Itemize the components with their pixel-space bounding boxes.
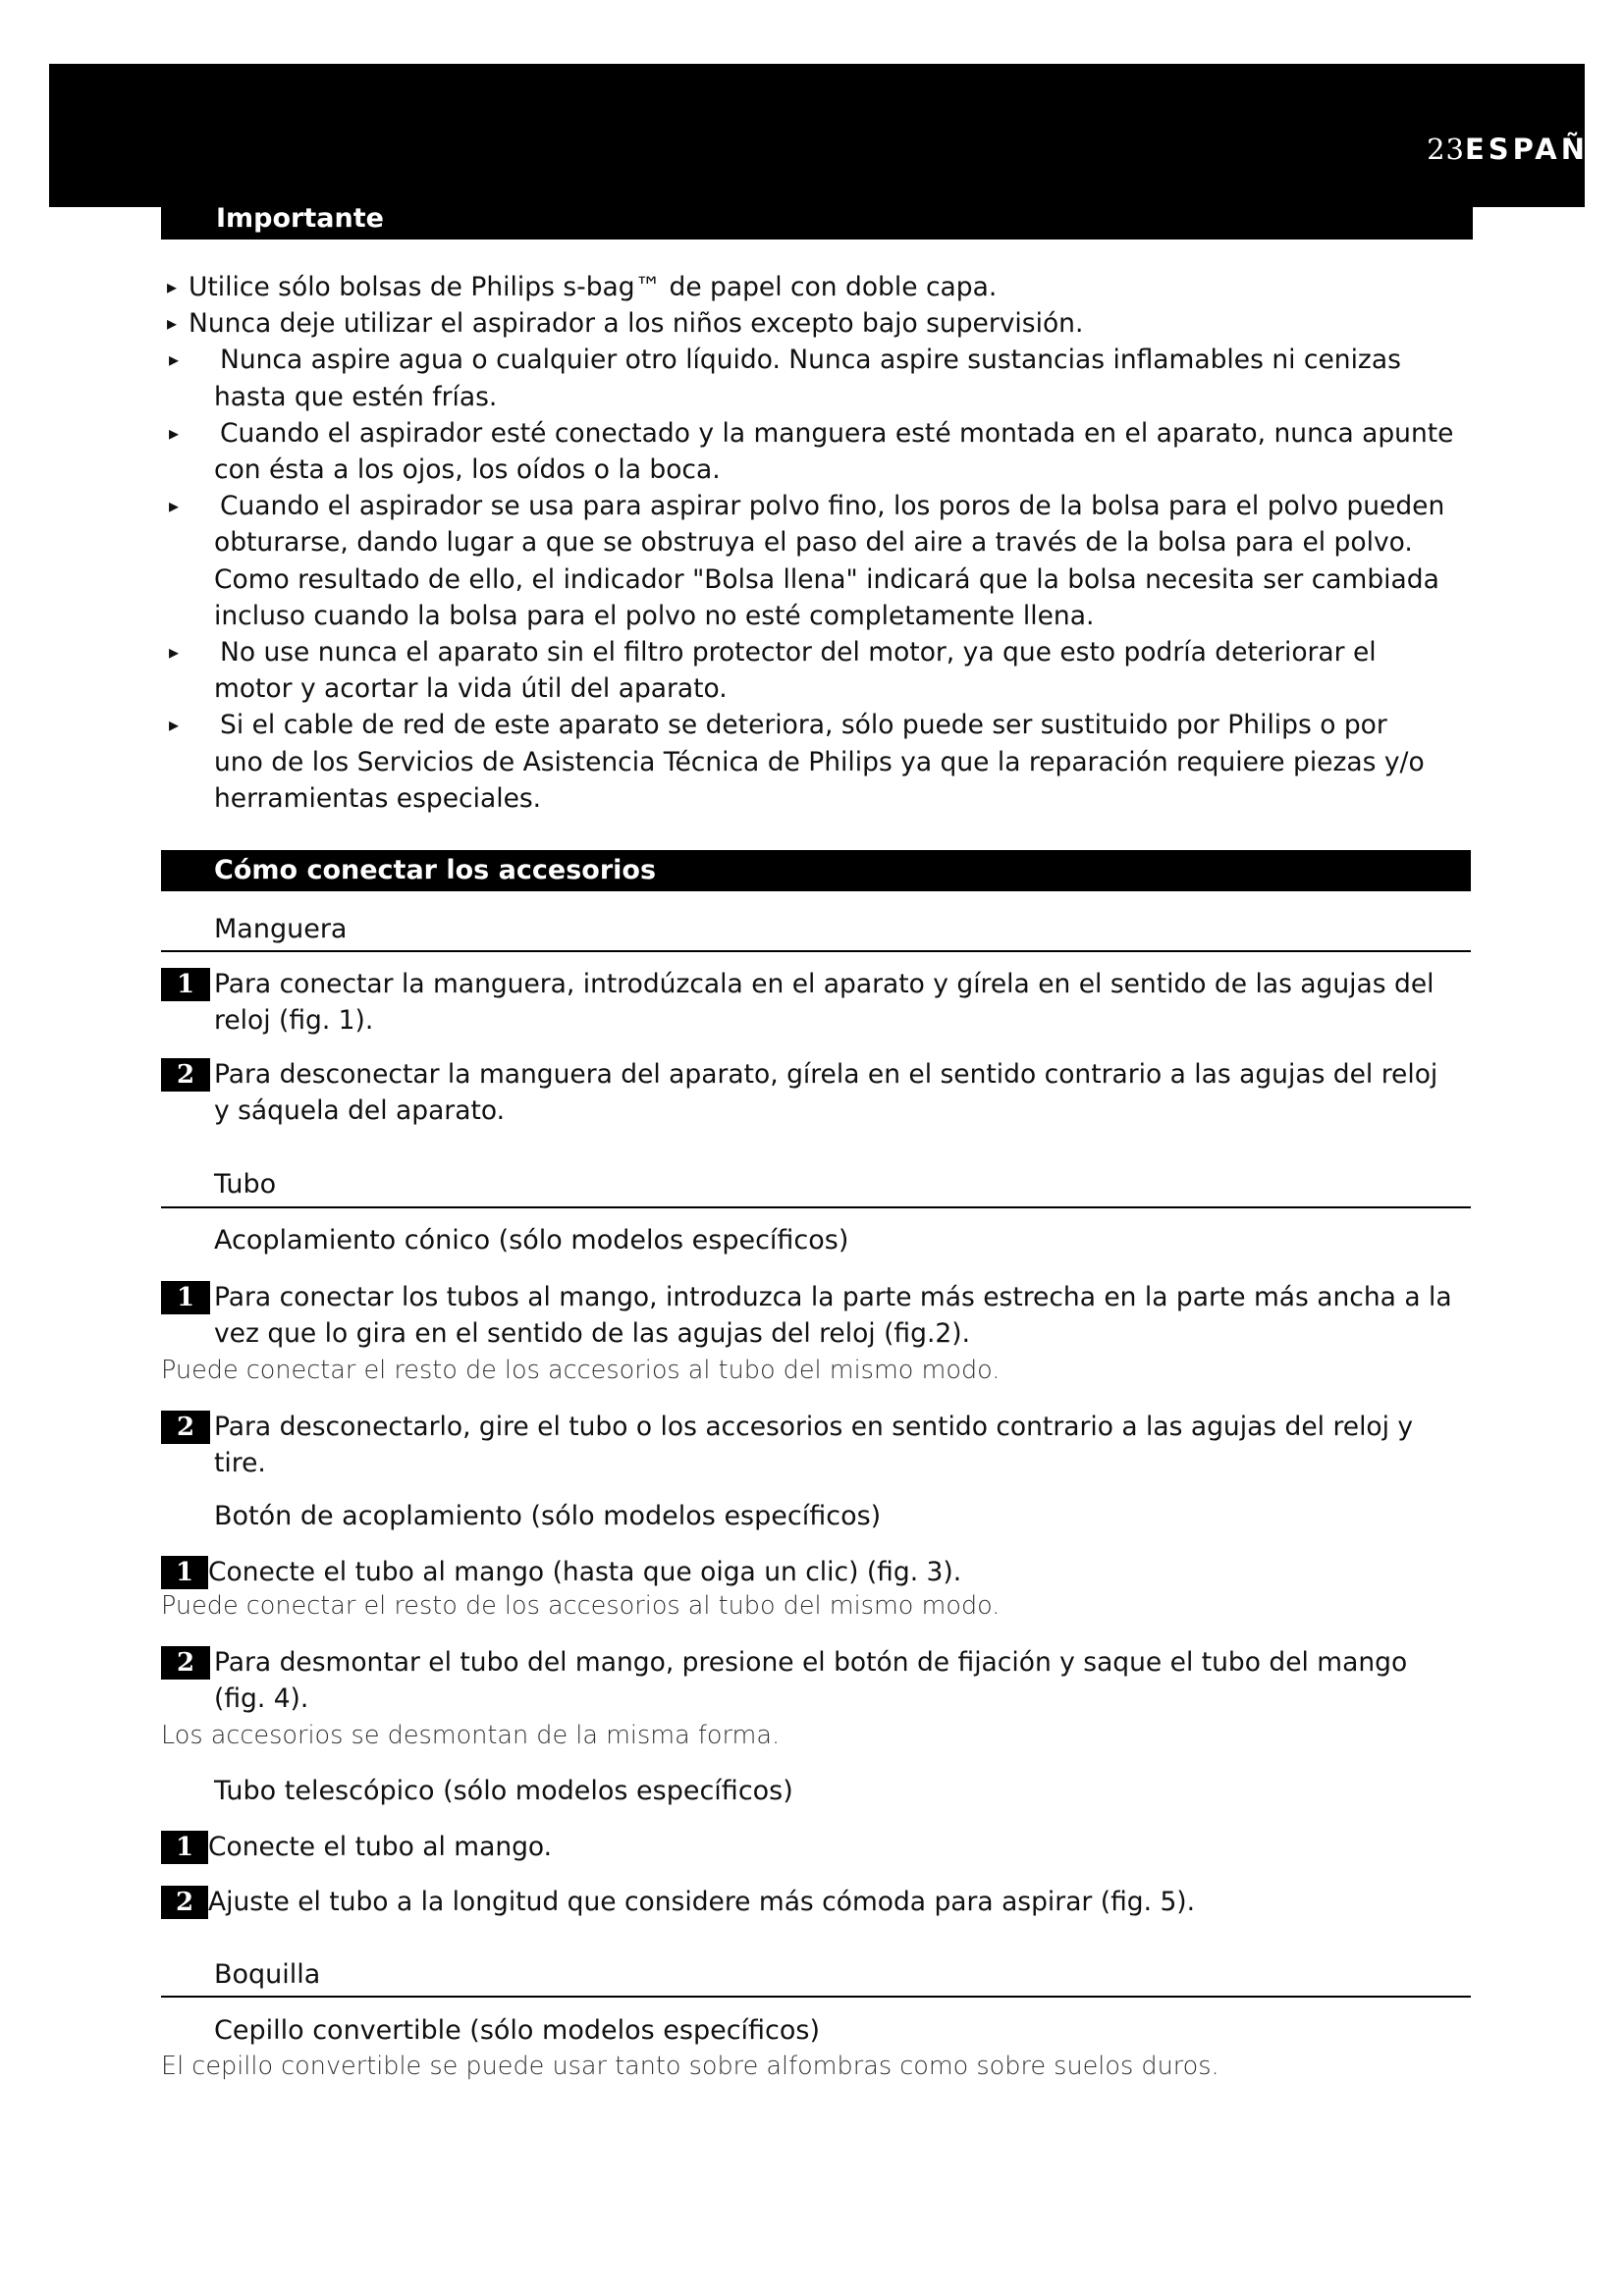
- bullet-text: Si el cable de red de este aparato se deteriora, sólo puede ser sustituido por Philips o por: [220, 710, 1387, 741]
- bullet-text: uno de los Servicios de Asistencia Técnica de Philips ya que la reparación requiere piezas y/o: [214, 746, 1425, 777]
- section-title-accessories: Cómo conectar los accesorios: [161, 850, 1471, 891]
- step-text: reloj (fig. 1).: [214, 1005, 374, 1036]
- bullet-icon: ▸: [169, 494, 180, 518]
- bullet-text: incluso cuando la bolsa para el polvo no esté completamente llena.: [214, 600, 1095, 631]
- step-text: Conecte el tubo al mango.: [208, 1832, 553, 1862]
- subsection-nozzle: Boquilla: [214, 1959, 321, 1990]
- step-text: Para desconectar la manguera del aparato, gírela en el sentido contrario a las agujas del reloj: [214, 1059, 1438, 1090]
- bullet-text: obturarse, dando lugar a que se obstruya el paso del aire a través de la bolsa para el polvo.: [214, 527, 1413, 559]
- bullet-text: hasta que estén frías.: [214, 381, 498, 412]
- bullet-text: Utilice sólo bolsas de Philips s-bag™ de papel con doble capa.: [189, 272, 998, 302]
- bullet-icon: ▸: [169, 640, 180, 664]
- step-number: 2: [161, 1646, 210, 1680]
- step-number: 2: [161, 1886, 208, 1919]
- step-text: (fig. 4).: [214, 1683, 309, 1714]
- bullet-text: Nunca deje utilizar el aspirador a los niños excepto bajo supervisión.: [189, 308, 1084, 340]
- bullet-icon: ▸: [169, 347, 180, 372]
- note-text: Puede conectar el resto de los accesorios al tubo del mismo modo.: [161, 1591, 1001, 1621]
- bullet-icon: ▸: [169, 420, 180, 445]
- bullet-icon: ▸: [169, 713, 180, 737]
- subsection-tube: Tubo: [214, 1169, 277, 1200]
- step-number: 1: [161, 1831, 208, 1864]
- divider: [161, 1996, 1471, 1998]
- bullet-icon: ▸: [167, 311, 178, 336]
- bullet-text: Cuando el aspirador esté conectado y la manguera esté montada en el aparato, nunca apunte: [220, 417, 1454, 449]
- subsection-convertible-brush: Cepillo convertible (sólo modelos específicos): [214, 2015, 821, 2046]
- step-text: y sáquela del aparato.: [214, 1095, 506, 1126]
- subsection-button-coupling: Botón de acoplamiento (sólo modelos específicos): [214, 1501, 882, 1531]
- step-text: Para conectar la manguera, introdúzcala en el aparato y gírela en el sentido de las agujas del: [214, 969, 1435, 999]
- language-label: ESPAÑ: [1464, 133, 1589, 166]
- step-number: 2: [161, 1058, 210, 1092]
- section-title-important: Importante: [161, 196, 1473, 240]
- bullet-text: motor y acortar la vida útil del aparato.: [214, 673, 728, 705]
- page-number: [1427, 133, 1589, 166]
- step-text: tire.: [214, 1448, 266, 1478]
- bullet-text: Nunca aspire agua o cualquier otro líquido. Nunca aspire sustancias inflamables ni cenizas: [220, 345, 1401, 376]
- step-number: 2: [161, 1411, 210, 1444]
- step-text: Para desconectarlo, gire el tubo o los accesorios en sentido contrario a las agujas del reloj y: [214, 1412, 1414, 1442]
- bullet-text: herramientas especiales.: [214, 782, 542, 814]
- bullet-text: No use nunca el aparato sin el filtro protector del motor, ya que esto podría deteriorar el: [220, 637, 1377, 667]
- note-text: Puede conectar el resto de los accesorios al tubo del mismo modo.: [161, 1356, 1001, 1385]
- subsection-telescopic: Tubo telescópico (sólo modelos específicos): [214, 1776, 793, 1806]
- bullet-text: Cuando el aspirador se usa para aspirar polvo fino, los poros de la bolsa para el polvo pueden: [220, 491, 1445, 522]
- step-text: Para desmontar el tubo del mango, presione el botón de fijación y saque el tubo del mango: [214, 1647, 1408, 1678]
- note-text: Los accesorios se desmontan de la misma forma.: [161, 1721, 781, 1750]
- header-bar: [49, 64, 1589, 207]
- step-number: 1: [161, 968, 210, 1001]
- bullet-text: Como resultado de ello, el indicador "Bolsa llena" indicará que la bolsa necesita ser cambiada: [214, 563, 1439, 595]
- step-number: 1: [161, 1556, 208, 1589]
- step-text: Conecte el tubo al mango (hasta que oiga un clic) (fig. 3).: [208, 1557, 962, 1587]
- page-number-value: 23: [1427, 133, 1465, 166]
- divider: [161, 1206, 1471, 1208]
- step-text: Ajuste el tubo a la longitud que considere más cómoda para aspirar (fig. 5).: [208, 1887, 1196, 1917]
- step-number: 1: [161, 1281, 210, 1314]
- subsection-hose: Manguera: [214, 914, 348, 944]
- bullet-icon: ▸: [167, 275, 178, 298]
- subsection-conical: Acoplamiento cónico (sólo modelos específicos): [214, 1225, 849, 1255]
- divider: [161, 950, 1471, 952]
- bullet-text: con ésta a los ojos, los oídos o la boca.: [214, 454, 721, 485]
- note-text: El cepillo convertible se puede usar tanto sobre alfombras como sobre suelos duros.: [161, 2052, 1219, 2081]
- step-text: vez que lo gira en el sentido de las agujas del reloj (fig.2).: [214, 1318, 970, 1349]
- step-text: Para conectar los tubos al mango, introduzca la parte más estrecha en la parte más ancha a la: [214, 1282, 1452, 1312]
